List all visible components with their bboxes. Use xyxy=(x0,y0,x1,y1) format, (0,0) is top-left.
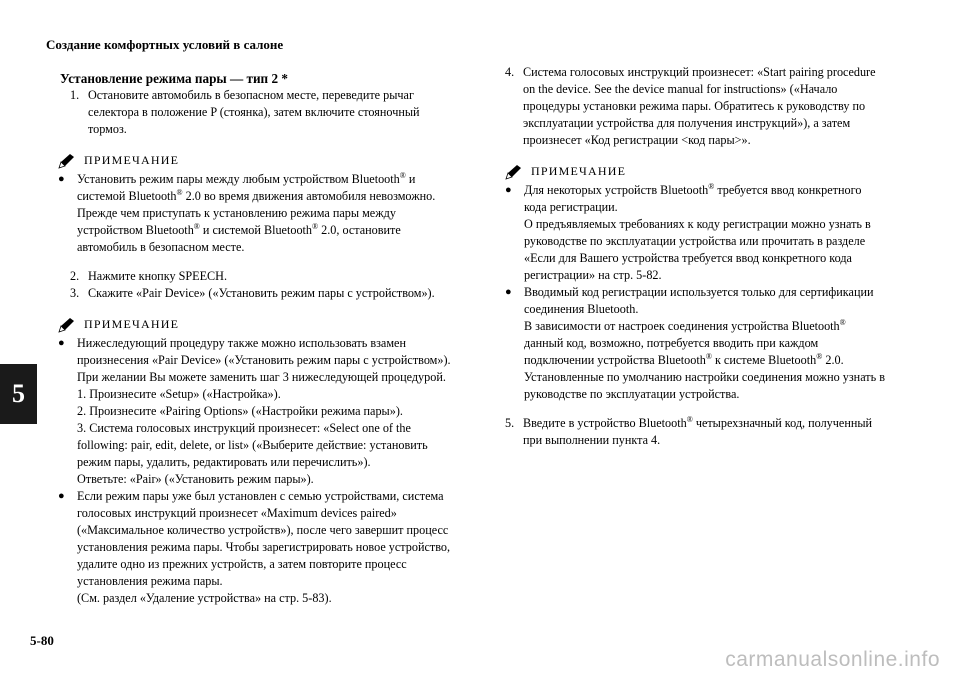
note-bullet xyxy=(58,171,458,256)
note-bullet xyxy=(505,284,887,403)
section-heading: Установление режима пары — тип 2 * xyxy=(60,71,288,86)
bullet-icon: ● xyxy=(505,184,512,196)
step-4 xyxy=(505,64,887,149)
step-3 xyxy=(70,285,458,302)
section-header: Создание комфортных условий в салоне xyxy=(46,37,284,52)
pencil-note-icon xyxy=(505,164,523,180)
step-text: Остановите автомобиль в безопасном месте, переведите рычаг селектора в положение P (стоянка), затем включите стояночный тормоз. xyxy=(88,88,420,136)
step-text: Система голосовых инструкций произнесет: «Start pairing procedure on the device. See the device manual for instructions» («Начало процедуры установки режима пары. Обратитесь к руководству по эксплуатации устройства для получения инструкций»), а затем произнесет «Код регистрации <код пары>». xyxy=(523,65,876,147)
note-label: ПРИМЕЧАНИЕ xyxy=(84,153,180,167)
chapter-tab: 5 xyxy=(0,364,37,424)
step-text: Введите в устройство Bluetooth® четырехзначный код, полученный при выполнении пункта 4. xyxy=(523,414,873,447)
pencil-note-icon xyxy=(58,153,76,169)
note-header xyxy=(58,316,458,333)
step-number: 4. xyxy=(505,65,515,79)
note-bullet xyxy=(58,488,458,607)
page-number: 5-80 xyxy=(30,633,54,648)
note-bullet xyxy=(505,182,887,284)
step-2 xyxy=(70,268,458,285)
note-header xyxy=(505,163,887,180)
note-bullet xyxy=(58,335,458,488)
step-number: 2. xyxy=(70,269,80,283)
note-header xyxy=(58,152,458,169)
pencil-note-icon xyxy=(58,317,76,333)
bullet-icon: ● xyxy=(58,173,65,185)
step-1 xyxy=(70,87,458,138)
bullet-text: Для некоторых устройств Bluetooth® требуется ввод конкретного кода регистрации. О предъявляемых требованиях к коду регистрации можно узнать в руководстве по эксплуатации устройства или прочитать в разделе «Если для Вашего устройства требуется ввод конкретного кода регистрации» на стр. 5-82. xyxy=(524,181,871,282)
right-column xyxy=(505,64,887,449)
note-label: ПРИМЕЧАНИЕ xyxy=(531,164,627,178)
step-text: Скажите «Pair Device» («Установить режим пары с устройством»). xyxy=(88,286,435,300)
step-text: Нажмите кнопку SPEECH. xyxy=(88,269,228,283)
bullet-text: Нижеследующий процедуру также можно использовать взамен произнесения «Pair Device» («Установить режим пары с устройством»). При желании Вы можете заменить шаг 3 нижеследующей процедурой. 1. Произнесите «Setup» («Настройка»). 2. Произнесите «Pairing Options» («Настройки режима пары»). 3. Система голосовых инструкций произнесет: «Select one of the following: pair, edit, delete, or list» («Выберите действие: установить режим пары, удалить, редактировать или перечислить»). Ответьте: «Pair» («Установить режим пары»). xyxy=(77,336,451,486)
step-number: 5. xyxy=(505,416,515,430)
bullet-text: Если режим пары уже был установлен с семью устройствами, система голосовых инструкций произнесет «Maximum devices paired» («Максимальное количество устройств»), после чего завершит процесс установления режима пары. Чтобы зарегистрировать новое устройство, удалите одно из прежних устройств, а затем повторите процесс установления режима пары. (См. раздел «Удаление устройства» на стр. 5-83). xyxy=(77,489,451,605)
watermark: carmanualsonline.info xyxy=(725,648,940,671)
left-column xyxy=(58,70,458,607)
bullet-icon: ● xyxy=(505,286,512,298)
bullet-icon: ● xyxy=(58,337,65,349)
bullet-text: Установить режим пары между любым устройством Bluetooth® и системой Bluetooth® 2.0 во время движения автомобиля невозможно. Прежде чем приступать к установлению режима пары между устройством Bluetooth® и системой Bluetooth® 2.0, остановите автомобиль в безопасном месте. xyxy=(77,170,436,254)
step-number: 3. xyxy=(70,286,80,300)
bullet-text: Вводимый код регистрации используется только для сертификации соединения Bluetooth. В зависимости от настроек соединения устройства Bluetooth® данный код, возможно, потребуется вводить при каждом подключении устройства Bluetooth® к системе Bluetooth® 2.0. Установленные по умолчанию настройки соединения можно узнать в руководстве по эксплуатации устройства. xyxy=(524,285,885,401)
step-number: 1. xyxy=(70,88,80,102)
note-label: ПРИМЕЧАНИЕ xyxy=(84,317,180,331)
step-5 xyxy=(505,415,887,449)
bullet-icon: ● xyxy=(58,490,65,502)
